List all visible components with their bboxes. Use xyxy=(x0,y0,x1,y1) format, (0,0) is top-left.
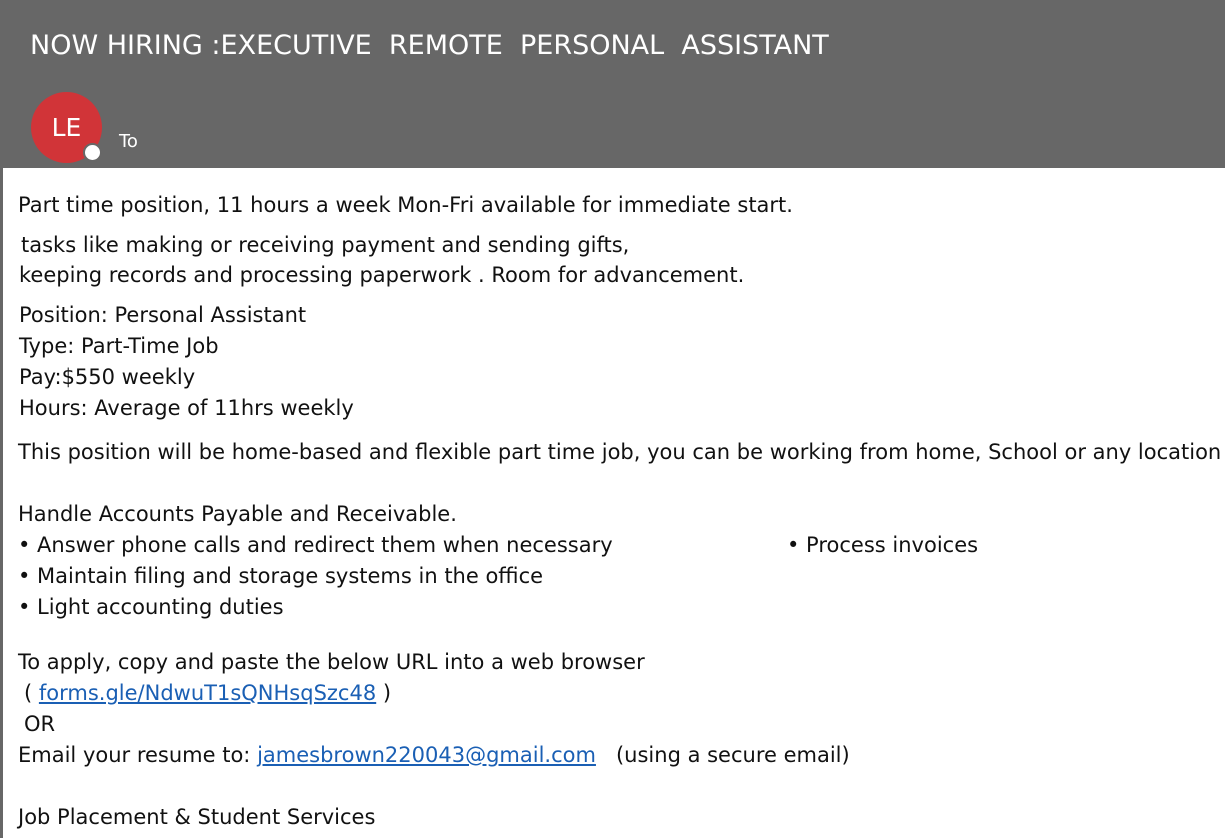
hours-line: Hours: Average of 11hrs weekly xyxy=(19,396,354,420)
to-label: To xyxy=(119,131,138,152)
signature: Job Placement & Student Services xyxy=(18,805,376,829)
location-note: This position will be home-based and flexible part time job, you can be working from home, School or any location xyxy=(18,440,1222,464)
intro-text: Part time position, 11 hours a week Mon-Fri available for immediate start. xyxy=(18,193,793,217)
message-body xyxy=(0,168,1225,838)
bullet-process-invoices: • Process invoices xyxy=(787,533,979,557)
presence-status-icon xyxy=(83,143,102,162)
position-line: Position: Personal Assistant xyxy=(19,303,307,327)
message-header xyxy=(0,0,1225,168)
email-line xyxy=(18,742,850,768)
url-line xyxy=(24,680,391,706)
apply-instruction: To apply, copy and paste the below URL into a web browser xyxy=(18,650,645,674)
message-subject: NOW HIRING :EXECUTIVE REMOTE PERSONAL ASSISTANT xyxy=(30,30,829,61)
email-suffix: (using a secure email) xyxy=(615,743,850,767)
tasks-line-1: tasks like making or receiving payment and sending gifts, xyxy=(21,233,630,257)
or-text: OR xyxy=(24,712,56,736)
url-open-paren: ( xyxy=(24,681,33,705)
type-line: Type: Part-Time Job xyxy=(19,334,219,358)
bullet-phone-calls: • Answer phone calls and redirect them when necessary xyxy=(18,533,613,557)
email-prefix: Email your resume to: xyxy=(18,743,251,767)
bullet-accounting: • Light accounting duties xyxy=(18,595,284,619)
url-close-paren: ) xyxy=(382,681,392,705)
pay-line: Pay:$550 weekly xyxy=(19,365,196,389)
handle-accounts-line: Handle Accounts Payable and Receivable. xyxy=(18,502,457,526)
apply-form-link[interactable]: forms.gle/NdwuT1sQNHsqSzc48 xyxy=(38,681,377,705)
avatar-initials: LE xyxy=(51,113,82,142)
email-link[interactable]: jamesbrown220043@gmail.com xyxy=(257,743,596,767)
tasks-line-2: keeping records and processing paperwork . Room for advancement. xyxy=(19,263,745,287)
bullet-filing: • Maintain filing and storage systems in the office xyxy=(18,564,544,588)
